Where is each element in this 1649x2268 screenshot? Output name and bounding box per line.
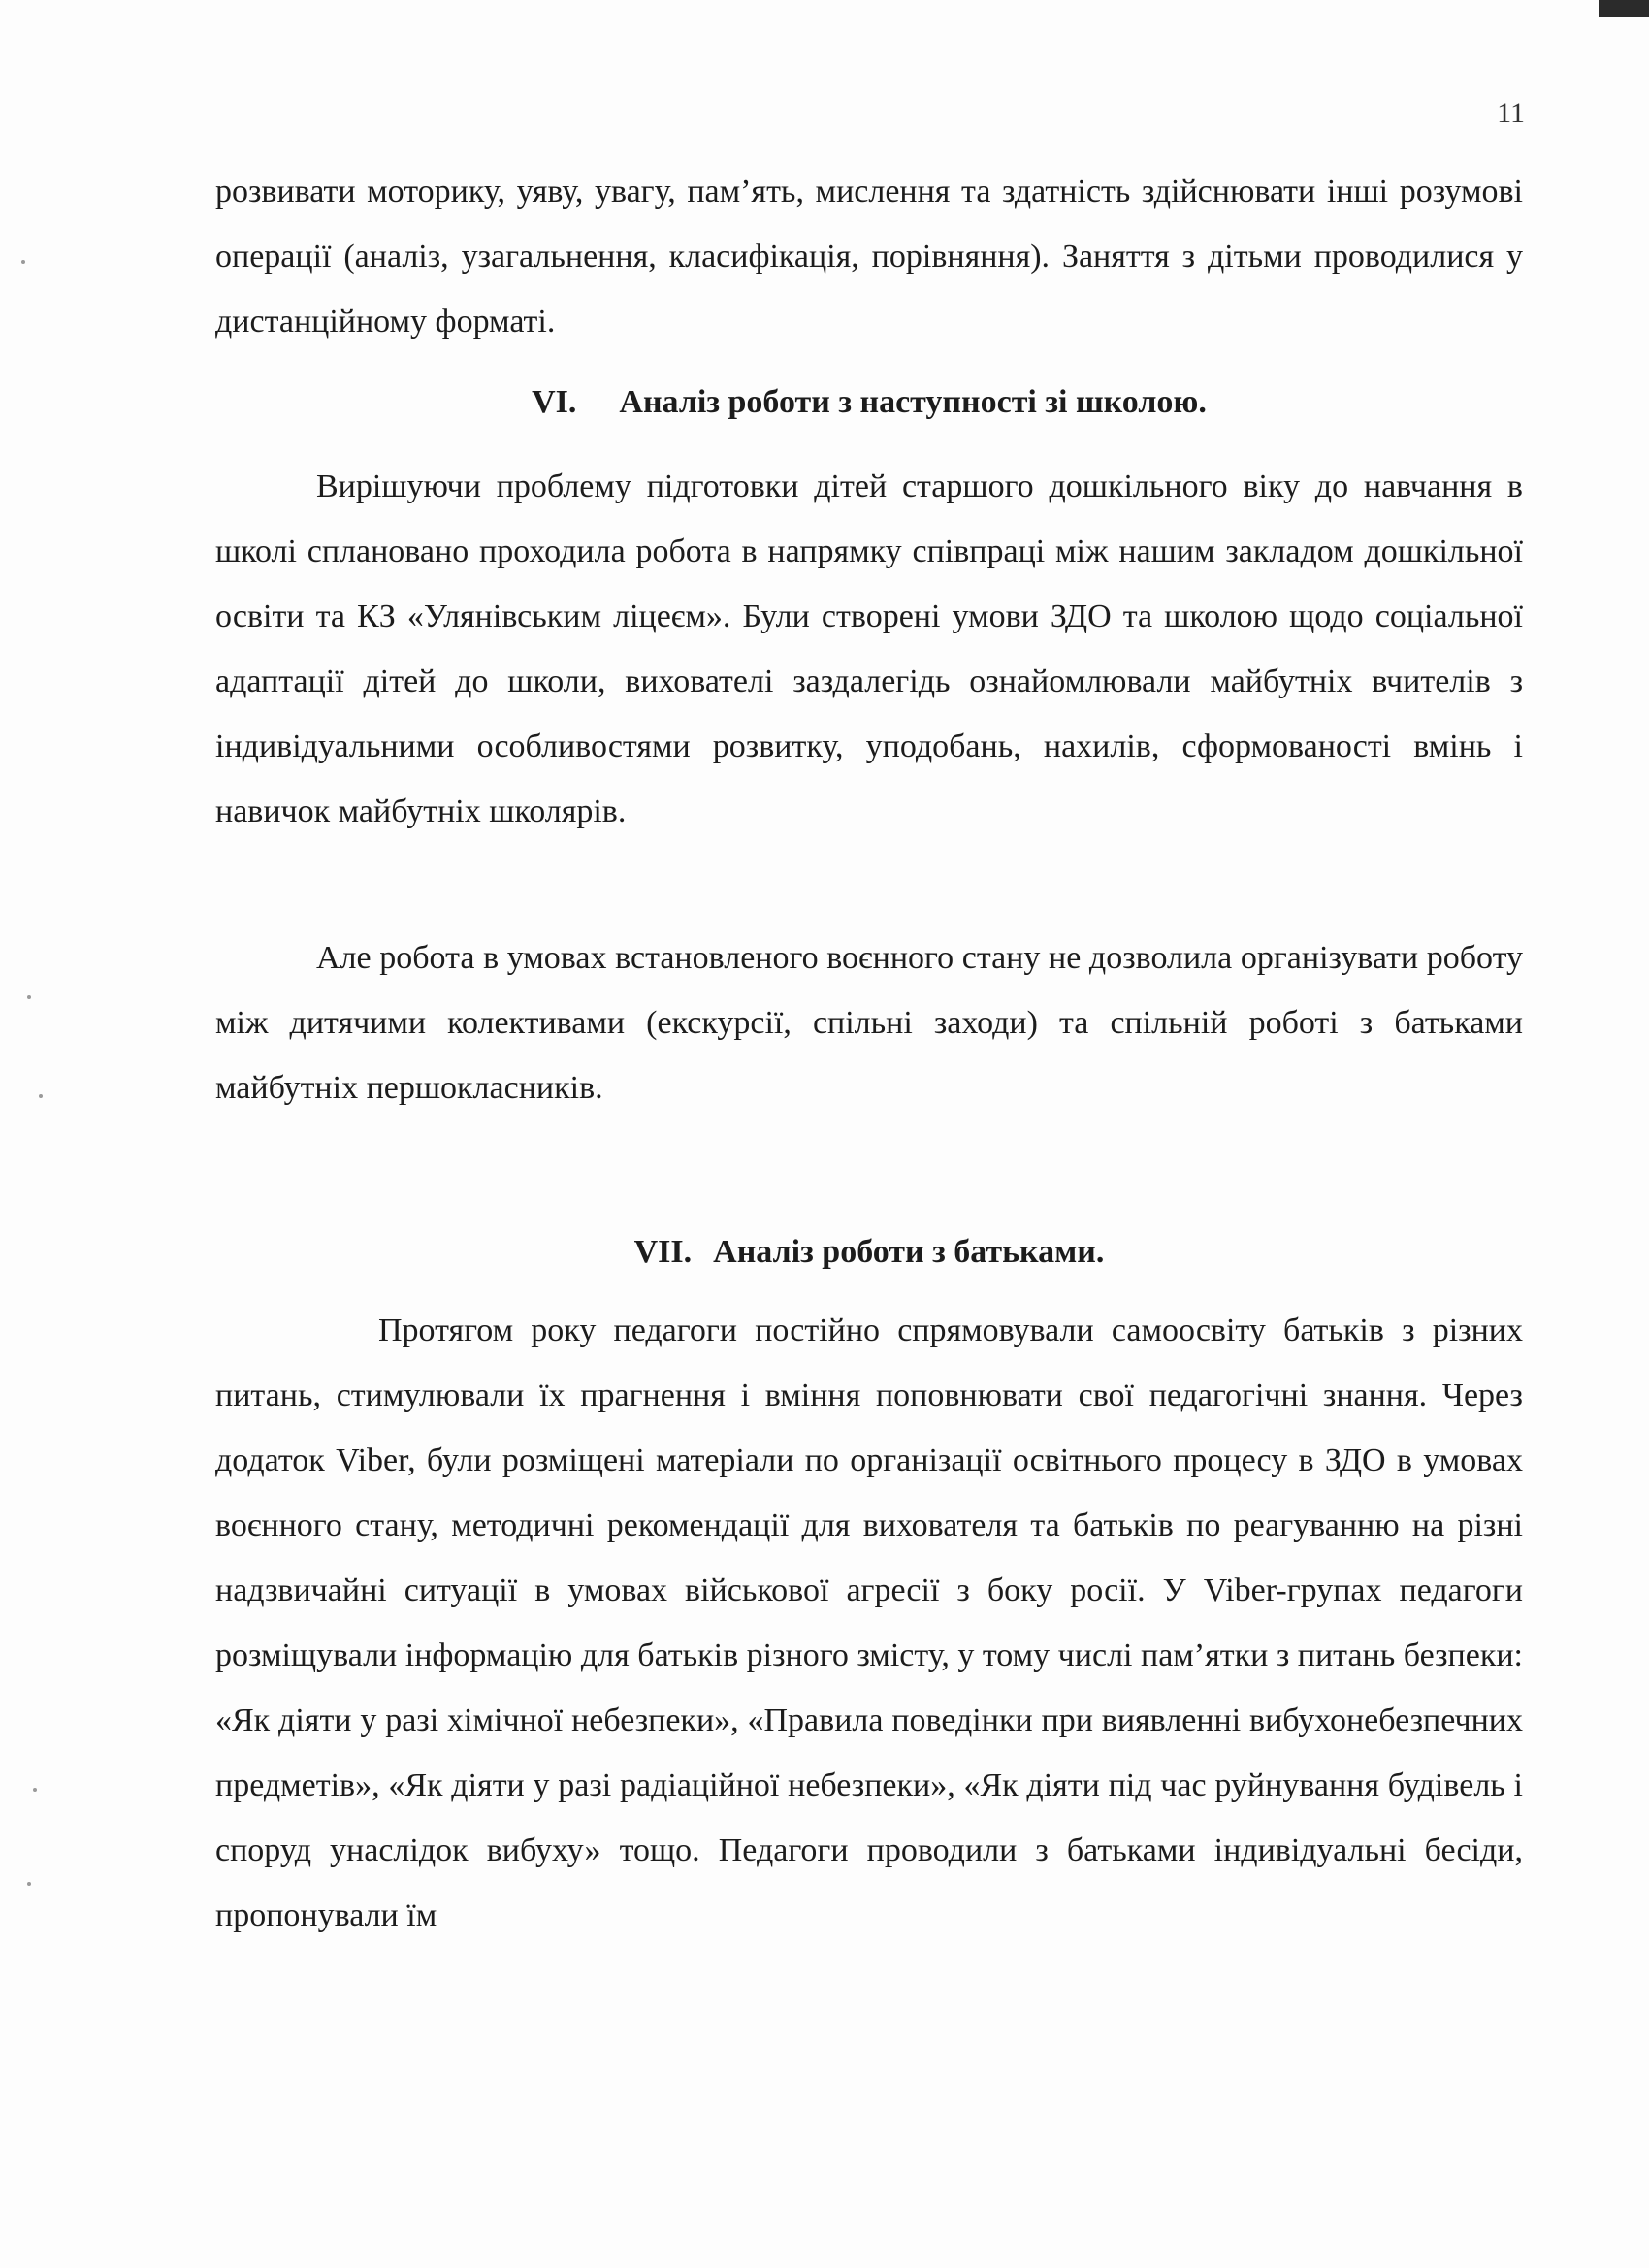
intro-paragraph: розвивати моторику, уяву, увагу, пам’ять, мислення та здатність здійснювати інші розумові операції (аналіз, узагальнення, класифікація, порівняння). Заняття з дітьми проводилися у дистанційному форматі. bbox=[215, 174, 1523, 340]
section-6-heading bbox=[215, 378, 1523, 427]
section-7-heading bbox=[215, 1228, 1523, 1277]
section-6-body-2 bbox=[215, 925, 1523, 1120]
section-6-paragraph-2: Але робота в умовах встановленого воєнного стану не дозволила організувати роботу між дитячими колективами (екскурсії, спільні заходи) та спільній роботі з батьками майбутніх першокласників. bbox=[215, 940, 1523, 1106]
section-6-number: VI. bbox=[532, 384, 577, 420]
page-number: 11 bbox=[1497, 97, 1525, 129]
section-7-paragraph: Протягом року педагоги постійно спрямовували самоосвіту батьків з різних питань, стимулювали їх прагнення і вміння поповнювати свої педагогічні знання. Через додаток Viber, були розміщені матеріали по організації освітнього процесу в ЗДО в умовах воєнного стану, методичні рекомендації для вихователя та батьків по реагуванню на різні надзвичайні ситуації в умовах військової агресії з боку росії. У Viber-групах педагоги розміщували інформацію для батьків різного змісту, у тому числі пам’ятки з питань безпеки: «Як діяти у разі хімічної небезпеки», «Правила поведінки при виявленні вибухонебезпечних предметів», «Як діяти у разі радіаційної небезпеки», «Як діяти під час руйнування будівель і споруд унаслідок вибуху» тощо. Педагоги проводили з батьками індивідуальні бесіди, пропонували їм bbox=[215, 1312, 1523, 1933]
scan-speck bbox=[27, 1882, 31, 1886]
section-7-body bbox=[215, 1298, 1523, 1948]
scan-edge-mark bbox=[1599, 0, 1649, 17]
scan-speck bbox=[39, 1094, 43, 1098]
section-6-paragraph-1: Вирішуючи проблему підготовки дітей старшого дошкільного віку до навчання в школі сплановано проходила робота в напрямку співпраці між нашим закладом дошкільної освіти та КЗ «Улянівським ліцеєм». Були створені умови ЗДО та школою щодо соціальної адаптації дітей до школи, вихователі заздалегідь ознайомлювали майбутніх вчителів з індивідуальними особливостями розвитку, уподобань, нахилів, сформованості вмінь і навичок майбутніх школярів. bbox=[215, 469, 1523, 829]
scan-speck bbox=[33, 1788, 37, 1792]
section-7-title: Аналіз роботи з батьками. bbox=[713, 1234, 1105, 1270]
intro-paragraph-block bbox=[215, 159, 1523, 354]
scan-speck bbox=[21, 260, 25, 264]
section-6-body bbox=[215, 454, 1523, 844]
section-6-title: Аналіз роботи з наступності зі школою. bbox=[619, 384, 1207, 420]
section-7-number: VII. bbox=[633, 1234, 693, 1270]
scan-speck bbox=[27, 995, 31, 999]
